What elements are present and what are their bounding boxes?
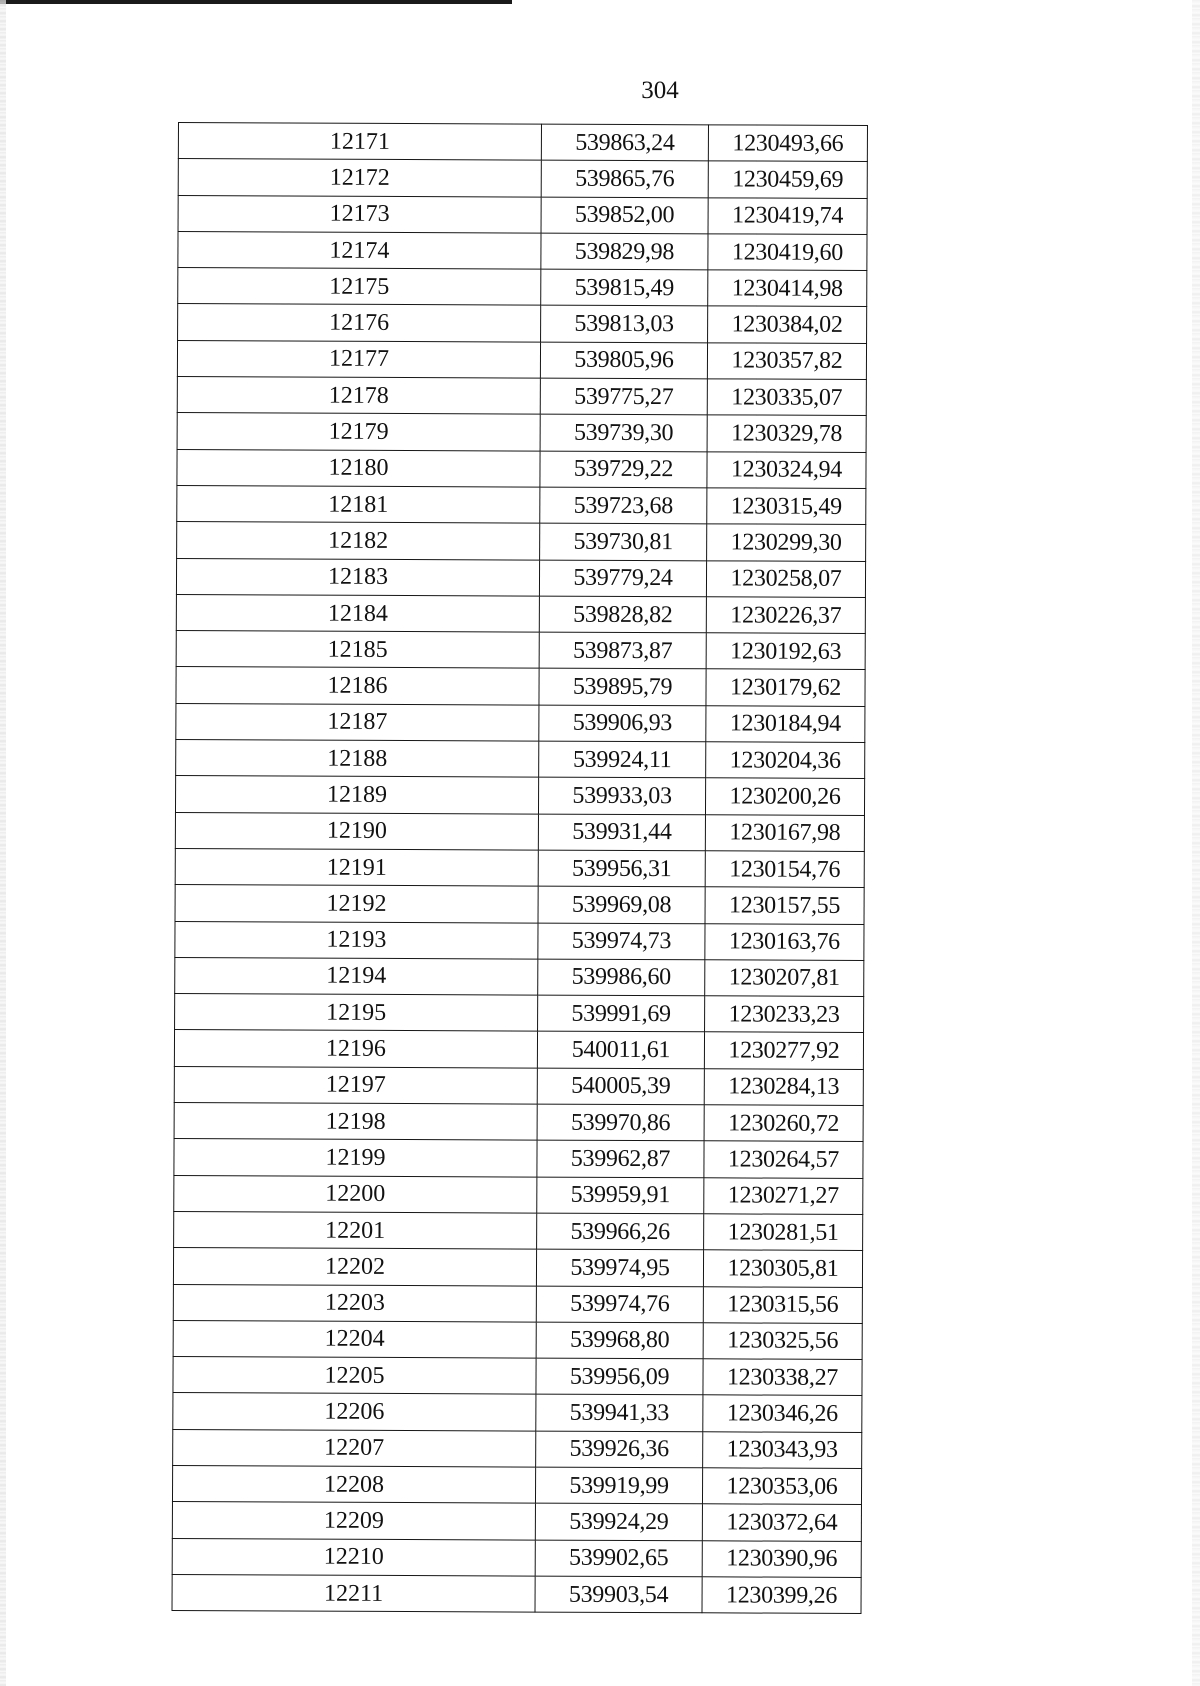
y-coordinate-cell: 1230154,76 [705,851,864,888]
table-row [178,231,867,270]
y-coordinate-cell: 1230233,23 [705,996,864,1033]
x-coordinate-cell: 539959,91 [537,1177,704,1214]
x-coordinate-cell: 539956,09 [536,1358,703,1395]
x-coordinate-cell: 539991,69 [538,995,705,1032]
point-number-cell: 12180 [177,449,540,487]
point-number-cell: 12192 [175,885,538,923]
page-number: 304 [641,77,679,104]
table-row [178,268,867,307]
point-number-cell: 12195 [175,994,538,1032]
table-row [178,159,867,198]
x-coordinate-cell: 539730,81 [540,523,707,560]
point-number-cell: 12206 [173,1393,536,1431]
point-number-cell: 12203 [173,1284,536,1322]
y-coordinate-cell: 1230167,98 [705,814,864,851]
point-number-cell: 12199 [174,1139,537,1177]
point-number-cell: 12173 [178,195,541,233]
y-coordinate-cell: 1230384,02 [708,306,867,343]
point-number-cell: 12197 [174,1066,537,1104]
coordinates-table-body [172,123,867,1614]
x-coordinate-cell: 539729,22 [540,451,707,488]
table-row [175,885,864,924]
table-row [175,776,864,815]
x-coordinate-cell: 539968,80 [536,1322,703,1359]
table-row [178,123,867,162]
point-number-cell: 12198 [174,1103,537,1141]
table-row [172,1574,861,1613]
point-number-cell: 12172 [178,159,541,197]
y-coordinate-cell: 1230260,72 [704,1105,863,1142]
x-coordinate-cell: 539815,49 [541,269,708,306]
x-coordinate-cell: 539933,03 [538,777,705,814]
table-row [177,485,866,524]
point-number-cell: 12201 [174,1211,537,1249]
y-coordinate-cell: 1230305,81 [703,1250,862,1287]
point-number-cell: 12196 [174,1030,537,1068]
y-coordinate-cell: 1230281,51 [704,1214,863,1251]
scan-right-edge [1192,0,1200,1686]
y-coordinate-cell: 1230200,26 [705,778,864,815]
y-coordinate-cell: 1230419,74 [708,197,867,234]
table-row [173,1248,862,1287]
x-coordinate-cell: 539813,03 [541,306,708,343]
x-coordinate-cell: 539974,76 [536,1286,703,1323]
point-number-cell: 12204 [173,1320,536,1358]
table-row [173,1393,862,1432]
point-number-cell: 12208 [172,1465,535,1503]
table-row [174,1175,863,1214]
table-row [175,994,864,1033]
x-coordinate-cell: 539902,65 [535,1540,702,1577]
y-coordinate-cell: 1230179,62 [706,669,865,706]
point-number-cell: 12175 [178,268,541,306]
point-number-cell: 12183 [176,558,539,596]
x-coordinate-cell: 539805,96 [540,342,707,379]
x-coordinate-cell: 539941,33 [536,1394,703,1431]
table-row [177,449,866,488]
y-coordinate-cell: 1230325,56 [703,1323,862,1360]
y-coordinate-cell: 1230226,37 [706,597,865,634]
table-row [175,957,864,996]
point-number-cell: 12177 [177,340,540,378]
table-row [174,1211,863,1250]
y-coordinate-cell: 1230184,94 [706,706,865,743]
table-row [176,740,865,779]
x-coordinate-cell: 539903,54 [535,1576,702,1613]
table-row [176,558,865,597]
x-coordinate-cell: 539852,00 [541,197,708,234]
y-coordinate-cell: 1230419,60 [708,234,867,271]
y-coordinate-cell: 1230372,64 [702,1504,861,1541]
x-coordinate-cell: 539779,24 [539,560,706,597]
table-row [177,340,866,379]
x-coordinate-cell: 539828,82 [539,596,706,633]
table-row [177,377,866,416]
point-number-cell: 12187 [176,703,539,741]
point-number-cell: 12182 [177,522,540,560]
point-number-cell: 12209 [172,1502,535,1540]
x-coordinate-cell: 539924,29 [535,1503,702,1540]
x-coordinate-cell: 539723,68 [540,487,707,524]
table-row [173,1284,862,1323]
table-row [173,1357,862,1396]
x-coordinate-cell: 539956,31 [538,850,705,887]
y-coordinate-cell: 1230315,49 [707,488,866,525]
coordinates-table [172,122,868,1614]
y-coordinate-cell: 1230299,30 [707,524,866,561]
x-coordinate-cell: 539926,36 [536,1431,703,1468]
point-number-cell: 12176 [178,304,541,342]
point-number-cell: 12194 [175,957,538,995]
x-coordinate-cell: 539829,98 [541,233,708,270]
point-number-cell: 12205 [173,1357,536,1395]
point-number-cell: 12202 [173,1248,536,1286]
table-row [174,1103,863,1142]
point-number-cell: 12181 [177,485,540,523]
x-coordinate-cell: 539969,08 [538,886,705,923]
x-coordinate-cell: 539895,79 [539,669,706,706]
x-coordinate-cell: 539974,95 [536,1249,703,1286]
table-row [174,1066,863,1105]
y-coordinate-cell: 1230264,57 [704,1141,863,1178]
scan-top-bar [0,0,512,4]
x-coordinate-cell: 539986,60 [538,959,705,996]
table-row [175,812,864,851]
point-number-cell: 12193 [175,921,538,959]
y-coordinate-cell: 1230258,07 [706,560,865,597]
y-coordinate-cell: 1230493,66 [708,125,867,162]
table-row [178,304,867,343]
table-row [175,921,864,960]
point-number-cell: 12185 [176,631,539,669]
table-row [174,1139,863,1178]
y-coordinate-cell: 1230324,94 [707,451,866,488]
point-number-cell: 12184 [176,594,539,632]
table-row [174,1030,863,1069]
table-row [172,1538,861,1577]
x-coordinate-cell: 539863,24 [541,124,708,161]
y-coordinate-cell: 1230390,96 [702,1540,861,1577]
x-coordinate-cell: 539962,87 [537,1140,704,1177]
point-number-cell: 12200 [174,1175,537,1213]
y-coordinate-cell: 1230338,27 [703,1359,862,1396]
table-row [178,195,867,234]
point-number-cell: 12210 [172,1538,535,1576]
y-coordinate-cell: 1230315,56 [703,1286,862,1323]
x-coordinate-cell: 539865,76 [541,160,708,197]
table-row [175,848,864,887]
x-coordinate-cell: 539931,44 [538,814,705,851]
x-coordinate-cell: 539974,73 [538,923,705,960]
table-row [177,522,866,561]
point-number-cell: 12207 [173,1429,536,1467]
y-coordinate-cell: 1230399,26 [702,1577,861,1614]
x-coordinate-cell: 539924,11 [539,741,706,778]
y-coordinate-cell: 1230329,78 [707,415,866,452]
table-row [176,631,865,670]
point-number-cell: 12174 [178,231,541,269]
y-coordinate-cell: 1230346,26 [703,1395,862,1432]
y-coordinate-cell: 1230157,55 [705,887,864,924]
x-coordinate-cell: 539873,87 [539,632,706,669]
table-row [172,1502,861,1541]
y-coordinate-cell: 1230335,07 [707,379,866,416]
x-coordinate-cell: 539739,30 [540,414,707,451]
point-number-cell: 12171 [178,123,541,161]
y-coordinate-cell: 1230414,98 [708,270,867,307]
table-row [176,594,865,633]
y-coordinate-cell: 1230271,27 [704,1177,863,1214]
x-coordinate-cell: 540005,39 [537,1068,704,1105]
y-coordinate-cell: 1230192,63 [706,633,865,670]
y-coordinate-cell: 1230207,81 [705,960,864,997]
y-coordinate-cell: 1230459,69 [708,161,867,198]
table-row [176,667,865,706]
table-row [173,1429,862,1468]
y-coordinate-cell: 1230343,93 [703,1431,862,1468]
x-coordinate-cell: 539775,27 [540,378,707,415]
point-number-cell: 12189 [175,776,538,814]
x-coordinate-cell: 539966,26 [537,1213,704,1250]
point-number-cell: 12211 [172,1574,535,1612]
y-coordinate-cell: 1230163,76 [705,923,864,960]
table-row [173,1320,862,1359]
x-coordinate-cell: 539906,93 [539,705,706,742]
x-coordinate-cell: 540011,61 [537,1031,704,1068]
y-coordinate-cell: 1230357,82 [707,343,866,380]
point-number-cell: 12178 [177,377,540,415]
point-number-cell: 12179 [177,413,540,451]
point-number-cell: 12188 [176,740,539,778]
point-number-cell: 12186 [176,667,539,705]
table-row [172,1465,861,1504]
table-row [177,413,866,452]
scan-left-edge [0,0,6,1686]
y-coordinate-cell: 1230284,13 [704,1069,863,1106]
y-coordinate-cell: 1230353,06 [702,1468,861,1505]
point-number-cell: 12191 [175,848,538,886]
x-coordinate-cell: 539919,99 [535,1467,702,1504]
y-coordinate-cell: 1230277,92 [704,1032,863,1069]
table-row [176,703,865,742]
x-coordinate-cell: 539970,86 [537,1104,704,1141]
point-number-cell: 12190 [175,812,538,850]
y-coordinate-cell: 1230204,36 [706,742,865,779]
